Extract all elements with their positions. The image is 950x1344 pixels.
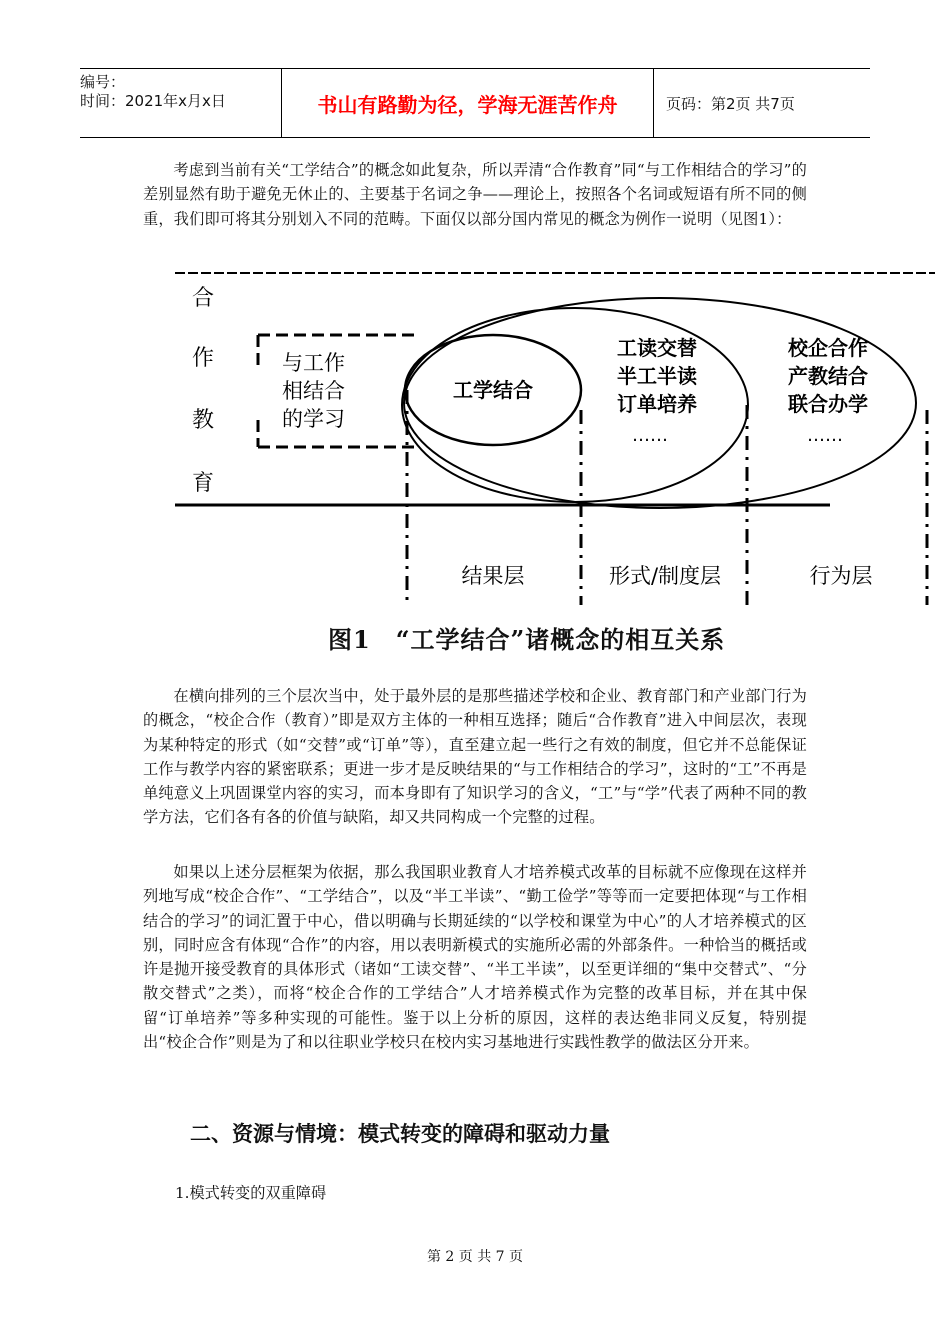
number-label: 编号：: [80, 73, 126, 91]
layer-label-form: 形式/制度层: [608, 564, 722, 588]
vertical-label-char: 合: [192, 286, 215, 311]
middle-concept-line: ……: [632, 425, 668, 446]
layer-label-result: 结果层: [461, 564, 525, 588]
header-meta: [80, 69, 281, 137]
subheading: 1.模式转变的双重障碍: [175, 1184, 327, 1202]
page-footer: 第 2 页 共 7 页: [426, 1249, 524, 1265]
inner-concept-label: 工学结合: [453, 378, 533, 402]
middle-concept-line: 订单培养: [617, 392, 697, 416]
paragraph-3: 如果以上述分层框架为依据，那么我国职业教育人才培养模式改革的目标就不应像现在这样并列地写成“校企合作”、“工学结合”，以及“半工半读”、“勤工俭学”等等而一定要把体现“与工作相结合的学习”的词汇置于中心，借以明确与长期延续的“以学校和课堂为中心”的人才培养模式的区别，同时应含有体现“合作”的内容，用以表明新模式的实施所必需的外部条件。一种恰当的概括或许是抛开接受教育的具体形式（诸如“工读交替”、“半工半读”，以至更详细的“集中交替式”、“分散交替式”之类），而将“校企合作的工学结合”人才培养模式作为完整的改革目标，并在其中保留“订单培养”等多种实现的可能性。鉴于以上分析的原因，这样的表达绝非同义反复，特别提出“校企合作”则是为了和以往职业学校只在校内实习基地进行实践性教学的做法区分开来。: [143, 863, 807, 1052]
paragraph-1: 考虑到当前有关“工学结合”的概念如此复杂，所以弄清“合作教育”同“与工作相结合的学习”的差别显然有助于避免无休止的、主要基于名词之争——理论上，按照各个名词或短语有所不同的侧重，我们即可将其分别划入不同的范畴。下面仅以部分国内常见的概念为例作一说明（见图1）：: [143, 161, 807, 228]
page-header: [80, 68, 870, 138]
outer-concept-line: 产教结合: [788, 364, 868, 388]
outer-concept-line: ……: [807, 425, 843, 446]
outer-concept-line: 校企合作: [788, 336, 868, 360]
time-label: 时间：2021年x月x日: [80, 92, 226, 110]
middle-concept-line: 半工半读: [617, 364, 697, 388]
vertical-label-char: 作: [192, 346, 215, 371]
paragraph-2: 在横向排列的三个层次当中，处于最外层的是那些描述学校和企业、教育部门和产业部门行为的概念，“校企合作（教育）”即是双方主体的一种相互选择；随后“合作教育”进入中间层次，表现为某种特定的形式（如“交替”或“订单”等），直至建立起一些行之有效的制度，但它并不总能保证工作与教学内容的紧密联系；更进一步才是反映结果的“与工作相结合的学习”，这时的“工”不再是单纯意义上巩固课堂内容的实习，而本身即有了知识学习的含义，“工”与“学”代表了两种不同的教学方法，它们各有各的价值与缺陷，却又共同构成一个完整的过程。: [143, 687, 807, 827]
header-page-label: 页码：第2页 共7页: [666, 94, 795, 113]
vertical-label-char: 育: [192, 471, 215, 496]
figure-caption: 图1 “工学结合”诸概念的相互关系: [328, 625, 726, 654]
header-motto: 书山有路勤为径，学海无涯苦作舟: [281, 69, 654, 137]
dashed-box-line: 相结合: [282, 379, 345, 403]
dashed-box-line: 与工作: [282, 351, 345, 375]
section-title: 二、资源与情境：模式转变的障碍和驱动力量: [190, 1122, 610, 1146]
middle-concept-line: 工读交替: [617, 336, 697, 360]
layer-label-behavior: 行为层: [809, 564, 873, 588]
dashed-box-line: 的学习: [282, 407, 345, 431]
vertical-label-char: 教: [192, 408, 215, 433]
outer-concept-line: 联合办学: [788, 392, 868, 416]
concept-diagram: [170, 265, 945, 610]
